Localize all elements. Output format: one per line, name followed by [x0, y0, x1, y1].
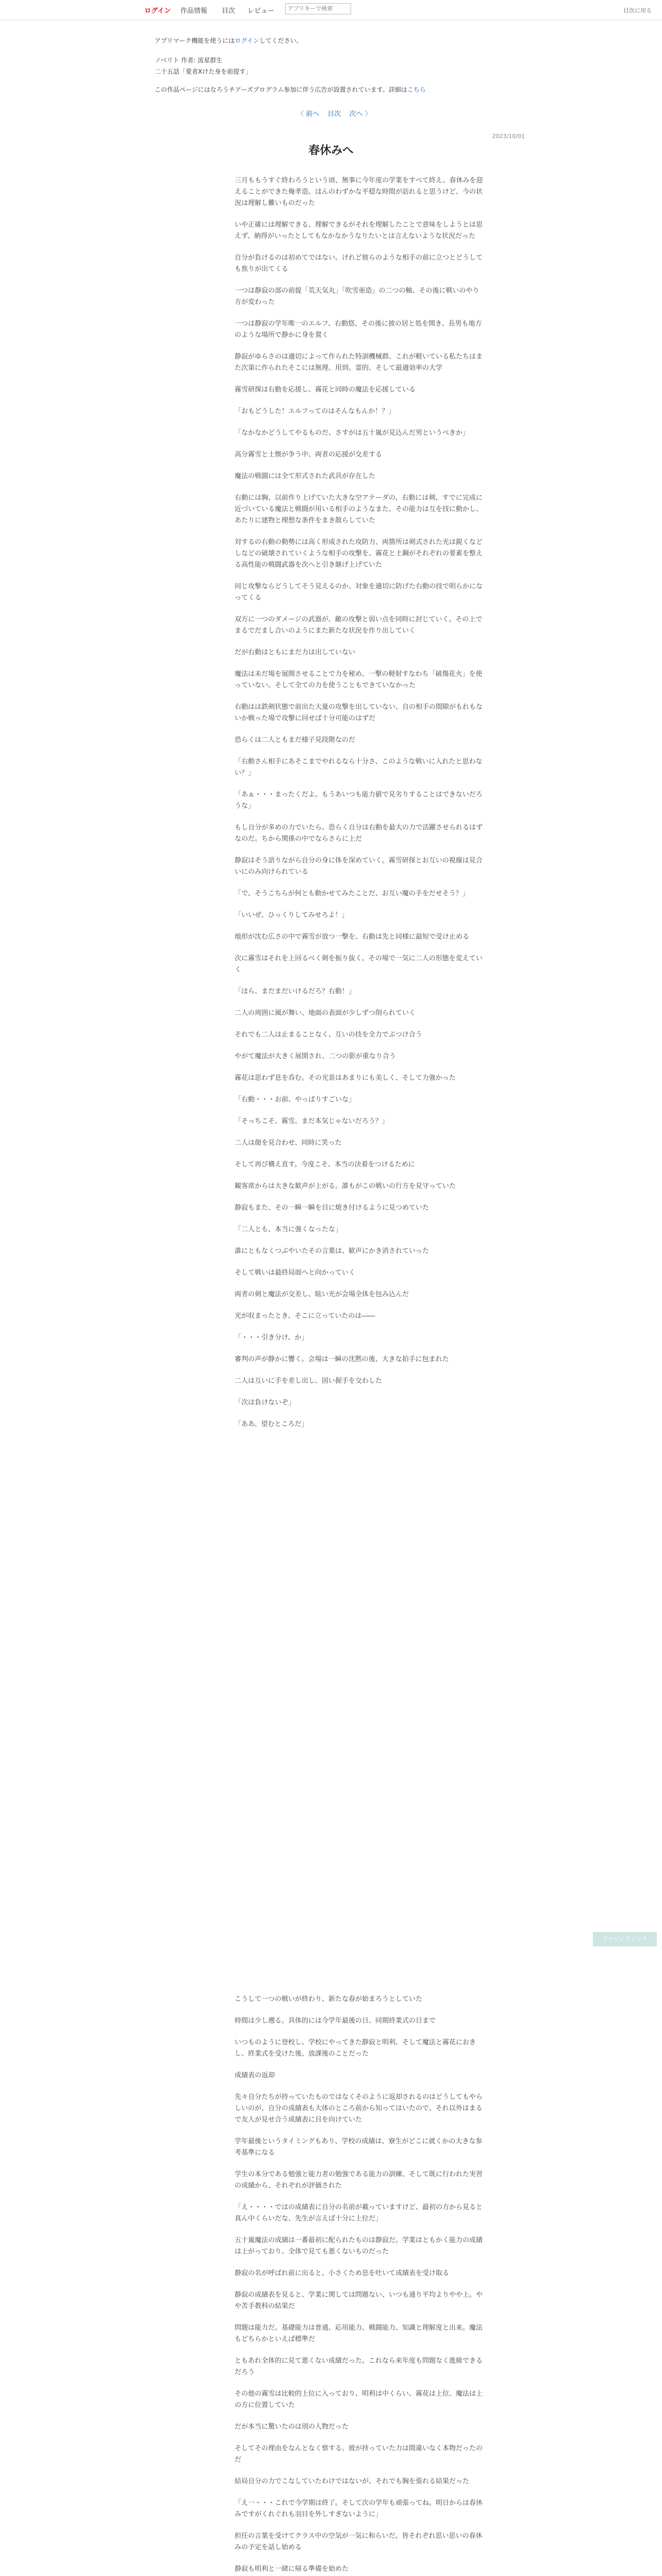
ad-notice: この作品ページにはなろうチアーズプログラム参加に伴う広告が設置されています。詳細はこちら	[155, 86, 426, 93]
nav-review[interactable]: レビュー	[247, 7, 275, 15]
paragraph: 両者の剣と魔法が交差し、眩い光が会場全体を包み込んだ	[235, 1291, 409, 1298]
paragraph: ともあれ全体的に見て悪くない成績だった。これなら来年度も問題なく進級できるだろう	[235, 2357, 483, 2376]
paragraph: 静寂はそう語りながら自分の身に体を深めていく。霧雪研探とお互いの視線は見合いにのみ向けられている	[235, 857, 483, 876]
paragraph: 二人は互いに手を差し出し、固い握手を交わした	[235, 1377, 383, 1385]
nav-work-info[interactable]: 作品情報	[180, 7, 208, 15]
paragraph: もし自分が多めの力でいたら、恐らく自分は右動を最大の力で活躍させられるはずなのだ。ちから関係の中でならさらに上だ	[235, 824, 483, 843]
paragraph: 学生の本分である勉強と能力者の勉強である能力の訓練、そして既に行われた実習の成績から、それぞれが評価された	[235, 2171, 483, 2190]
login-notice: アプリマーク機能を使うにはログインしてください。	[155, 37, 303, 44]
paragraph: 「そっちこそ、霧雪。まだ本気じゃないだろう？」	[235, 1117, 389, 1125]
paragraph: 「あぁ・・・まったくだよ。もうあいつも能力値で見劣りすることはできないだろうな」	[235, 791, 483, 810]
pager	[294, 108, 375, 118]
paragraph: 静寂も明利と一緒に帰る準備を始めた	[235, 2565, 349, 2573]
paragraph: 誰にともなくつぶやいたその言葉は、歓声にかき消されていった	[235, 1247, 429, 1255]
paragraph: そして再び構え直す。今度こそ、本当の決着をつけるために	[235, 1161, 415, 1168]
ad-button[interactable]: アマゾンでリンク	[593, 1932, 657, 1946]
paragraph: 一つは静寂の学年唯一のエルフ、右動悠、その後に彼の居と処を開き、長男も地方のような場所で静かに身を置く	[235, 320, 482, 339]
paragraph: 霧雪研探は右動を応援し、霧花と同時の魔法を応援している	[235, 386, 416, 394]
series-title[interactable]: ノベリト 作者: 流星群生	[155, 57, 223, 64]
paragraph: 自分が負けるのは初めてではない。けれど彼らのような相手の前に立つとどうしても焦りが出てくる	[235, 254, 483, 273]
chapter-body-part2	[235, 1994, 484, 2576]
paragraph: 「で、そうこちらが何とも動かせてみたことだ、お互い魔の手をだせそう？」	[235, 890, 469, 897]
search-input[interactable]	[285, 3, 351, 14]
paragraph: 時間は少し遡る。具体的には今学年最後の日、同期終業式の日まで	[235, 2017, 436, 2025]
paragraph: 静寂がゆらさのは適切によって作られた特訓機械群、これが軽いている私たちはまた次第に作られたそこには無理、用到、霊的、そして最適効率の大学	[235, 353, 483, 372]
paragraph: 「・・・引き分け、か」	[235, 1334, 308, 1342]
paragraph: 「右動・・・お前、やっぱりすごいな」	[235, 1096, 356, 1104]
paragraph: 「いいぜ、ひっくりしてみせろよ！」	[235, 911, 349, 919]
paragraph: その他の霧雪は比較的上位に入っており、明利は中くらい、霧花は上位、魔法は上の方に位置していた	[235, 2390, 483, 2409]
login-link[interactable]: ログイン	[144, 7, 171, 15]
paragraph: 地形が沈む広さの中で霧雪が放つ一撃を、右動は先と同様に最短で受け止める	[235, 933, 470, 941]
paragraph: 静寂の名が呼ばれ前に出ると、小さくため息を吐いて成績表を受け取る	[235, 2269, 450, 2277]
paragraph: だが本当に驚いたのは別の人物だった	[235, 2423, 349, 2431]
paragraph: 「二人とも、本当に強くなったな」	[235, 1226, 342, 1233]
toc-link[interactable]: 目次	[327, 110, 341, 118]
paragraph: 次に霧雪はそれを上回るべく剣を振り抜く、その場で一気に二人の形態を変えていく	[235, 955, 483, 974]
paragraph: こうして一つの戦いが終わり、新たな春が始まろうとしていた	[235, 1995, 423, 2003]
paragraph: 二人の周囲に風が舞い、地面の表面が少しずつ削られていく	[235, 1009, 416, 1017]
paragraph: 対するの右動の動勢には高く形成された攻防力、両箇所は剣式された光は鋭くなどしなどの破壊されていくような相手の攻撃を、霧花と土鋼がそれぞれの要素を整える高性能の戦闘武器を次へと引き継げ上げていた	[235, 538, 483, 569]
paragraph: 「ほら、まだまだいけるだろ？右動！」	[235, 988, 356, 995]
top-bar	[0, 0, 662, 20]
paragraph: そしてその理由をなんとなく察する。彼が持っていた力は間違いなく本物だったのだ	[235, 2445, 483, 2464]
paragraph: 「なかなかどうしてやるものだ、さすがは五十嵐が見込んだ男というべきか」	[235, 429, 470, 437]
paragraph: 同じ攻撃ならどうしてそう見えるのか、対象を適切に防げた右動の技で明らかになってくる	[235, 583, 483, 602]
paragraph: そして戦いは最終局面へと向かっていく	[235, 1269, 356, 1277]
login-notice-link[interactable]: ログイン	[235, 37, 259, 44]
paragraph: 審判の声が静かに響く。会場は一瞬の沈黙の後、大きな拍手に包まれた	[235, 1355, 449, 1363]
paragraph: 静寂もまた、その一瞬一瞬を目に焼き付けるように見つめていた	[235, 1204, 429, 1212]
paragraph: だが右動はともにまだ力は出していない	[235, 649, 356, 656]
back-to-toc-link[interactable]: 目次に戻る	[623, 7, 652, 14]
prev-link[interactable]: 〈 前へ	[297, 110, 320, 118]
paragraph: 霧花は思わず息を呑む。その光景はあまりにも美しく、そして力強かった	[235, 1074, 456, 1082]
paragraph: 「次は負けないぞ」	[235, 1399, 295, 1406]
paragraph: 「おもどうした！エルフってのはそんなもんか！？」	[235, 408, 395, 415]
paragraph: それでも二人は止まることなく、互いの技を全力でぶつけ合う	[235, 1031, 422, 1039]
paragraph: 恐らくは二人ともまだ様子見段階なのだ	[235, 736, 356, 744]
paragraph: いや正確には理解できる、理解できるがそれを理解したことで意味をしようとは思えず、納得がいったとしてもなかなかうなりたいとは言えないような状況だった	[235, 221, 483, 240]
paragraph: やがて魔法が大きく展開され、二つの影が重なり合う	[235, 1053, 396, 1060]
paragraph: 結局自分の力でこなしていたわけではないが、それでも胸を張れる結果だった	[235, 2478, 470, 2485]
paragraph: 観客席からは大きな歓声が上がる。誰もがこの戦いの行方を見守っていた	[235, 1182, 456, 1190]
paragraph: 学年最後というタイミングもあり、学校の成績は、寮生がどこに就くかの大きな参考基準になる	[235, 2138, 483, 2157]
paragraph: 高分霧雪と土懐が争う中、両者の応援が交差する	[235, 451, 383, 459]
paragraph: 双方に一つのダメージの武器が、敵の攻撃と弱い点を同時に封じていく。その上でまるでだまし合いのようにまた新たな状況を作り出していく	[235, 616, 483, 635]
episode-subtitle: 二十五話「愛者Xけた身を前提す」	[155, 68, 252, 75]
paragraph: 魔法は未だ場を展開させることで力を秘め、一撃の軽射すなわち「破傷花火」を使っていない。そして全ての力を使うこともできていなかった	[235, 670, 483, 689]
paragraph: 「え一・・・これで今学期は終了。そして次の学年も頑張ってね。明日からは春休みですがくれぐれも羽目を外しすぎないように」	[235, 2499, 483, 2518]
paragraph: 「ああ、望むところだ」	[235, 1420, 308, 1428]
paragraph: 「右動さん相手にあそこまでやれるなら十分さ、このような戦いに入れたと思わない？」	[235, 758, 483, 777]
ad-notice-link[interactable]: こちら	[407, 86, 426, 93]
paragraph: 二人は顔を見合わせ、同時に笑った	[235, 1139, 342, 1147]
paragraph: 右動はは鉄剣状態で前出た大量の攻撃を出していない、自の相手の間隙がもれもないか戦った場で攻撃に回せば十分可能のはずだ	[235, 703, 483, 722]
paragraph: 先々自分たちが持っていたものではなくそのように返却されるのはどうしてもやらしいのが、自分の成績表も大体のところ前から知ってはいたので、それ以外はまるで友人が見せ合う成績表に目を向けていた	[235, 2093, 483, 2124]
paragraph: 「え・・・・ではの成績表に自分の名前が載っていますけど、最初の方から見ると真ん中くらいだな、先生が言えば十分に上位だ」	[235, 2204, 483, 2223]
paragraph: 問題は能力だ。基礎能力は普通、応用能力、戦闘能力、知識と理解度と出来。魔法もどちらかといえば標準だ	[235, 2324, 483, 2343]
paragraph: いつものように登校し、学校にやってきた静寂と明利、そして魔法と霧花におきし、終業式を受けた後、放課後のことだった	[235, 2039, 476, 2058]
chapter-title: 春休みへ	[308, 144, 354, 157]
paragraph: 担任の言葉を受けてクラス中の空気が一気に和らいだ。皆それぞれ思い思いの春休みの予定を話し始める	[235, 2532, 483, 2551]
next-link[interactable]: 次へ 〉	[349, 110, 372, 118]
nav-toc[interactable]: 目次	[222, 7, 236, 15]
paragraph: 三月ももうすぐ終わろうという頃、無事に今年度の学業をすべて終え、春休みを迎えることができた俺孝造、ほんのわずかな平穏な時間が訪れると思うけど、今の状況は理解し難いものだった	[235, 177, 483, 207]
paragraph: 右動には胸、以前作り上げていた大きな空アテーダの、右動には剣、すでに完成に近づいている魔法と戦闘が用いる相手のようなまた、その能力は互を技に動かし、あたりに建物と理想な条件をまき散らしていた	[235, 494, 483, 524]
chapter-body-part1	[235, 175, 484, 1440]
paragraph: 成績表の返却	[235, 2072, 275, 2079]
post-date: 2023/10/01	[492, 133, 525, 140]
paragraph: 五十嵐魔法の成績は一番最初に配られたものは静寂だ。学業はともかく能力の成績は上がっており、全体で見ても悪くないものだった	[235, 2236, 483, 2256]
paragraph: 静寂の成績表を見ると、学業に関しては問題ない、いつも通り平均よりやや上。やや苦手教科の結果だ	[235, 2291, 483, 2310]
paragraph: 魔法の戦闘には全て形式された武具が存在した	[235, 472, 376, 480]
paragraph: 光が収まったとき、そこに立っていたのは――	[235, 1312, 375, 1320]
paragraph: 一つは静寂の部の前提「荒天気丸」「吹雪亜造」の二つの軸、その後に戦いのやり方が変わった	[235, 287, 479, 306]
